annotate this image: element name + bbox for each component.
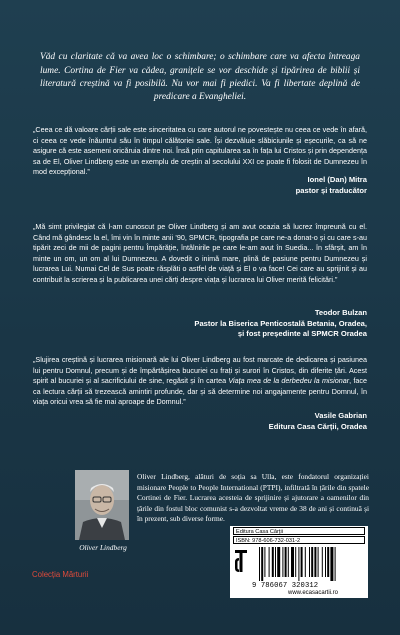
testimonial-author: Vasile Gabrian: [314, 411, 367, 420]
author-bio: Oliver Lindberg, alături de soția sa Ulla, este fondatorul organizației misionare People to People International (PTPI), infiltrată în țările din spatele Cortinei de Fier. Lucrarea acesteia de sprijinire și ajutorare a oamenilor din țările din fostul bloc comunist s-a dezvoltat vreme de 38 de ani și continuă și în prezent, sub diverse forme.: [137, 472, 369, 524]
testimonial-author: Teodor Bulzan: [314, 308, 367, 317]
testimonial-role: și fost președinte al SPMCR Oradea: [237, 329, 367, 338]
isbn-barcode-box: [230, 526, 368, 598]
testimonial-role: Pastor la Biserica Penticostală Betania, Oradea,: [194, 318, 367, 328]
author-photo-caption: Oliver Lindberg: [79, 543, 127, 552]
barcode-icon: [258, 547, 362, 581]
author-photo: [75, 470, 129, 540]
book-title-italic: Viața mea de la derbedeu la misionar: [228, 376, 350, 385]
testimonial-signature: [269, 411, 367, 432]
testimonial-text-part: , face ca lectura cărții să trezească amintiri profunde, dar și să determine noi angajamente pentru Domnul, în viața oricui vrea să fie mai aproape de Domnul.”: [33, 376, 367, 406]
isbn-label: ISBN: 978-606-732-031-2: [233, 536, 365, 544]
barcode-digits: 9 786067 320312: [252, 582, 319, 590]
publisher-logo-icon: [234, 548, 248, 574]
testimonial-text: „Ceea ce dă valoare cărții sale este sinceritatea cu care autorul ne povestește nu ceea ce vede în afară, ci ceea ce vede înăuntrul său în timpul călătoriei sale. Își dezvăluie slăbiciunile și eșecurile, ca să ne asigure că este asemeni oricăruia dintre noi. Însă prin capitularea sa în fața lui Cristos și prin dependența sa de El, Oliver Lindberg este un exemplu de creștin al secolului XXI ce poate fi folosit de Dumnezeu în mod excepțional.”: [33, 125, 368, 176]
publisher-label: Editura Casa Cărții: [233, 527, 365, 535]
testimonial-text-part: „Slujirea creștină și lucrarea misionară ale lui Oliver Lindberg au fost marcate de dedicarea și pasiunea lui pentru Domnul, precum și de împărtășirea bucuriei cu frați și surori în Cristos, din diferite țări. Acest spirit al bucuriei și al sacrificiului de sine, regăsit și în cartea: [33, 355, 367, 385]
publisher-website: www.ecasacartii.ro: [287, 590, 338, 596]
testimonial-signature: [296, 175, 367, 196]
collection-label: Colecția Mărturii: [32, 570, 89, 579]
testimonial-author: Ionel (Dan) Mitra: [307, 175, 367, 184]
testimonial-text: „Mă simt privilegiat că l-am cunoscut pe Oliver Lindberg și am avut ocazia să lucrez împreună cu el. Când mă gândesc la el, îmi vin în minte anii ’90, SPMCR, tipografia pe care ne-a donat-o și cu care s-au tipărit zeci de mii de pagini pentru Împărăție, întâlnirile pe care le-am avut în Suedia... în sfârșit, am în minte un om, un om al lui Dumnezeu. A dovedit o inimă mare, plină de pasiune pentru Dumnezeu și lucrarea Lui. Numai Cel de Sus poate răsplăti o astfel de viață și El o va face! Cei care au sprijinit și au contribuit la scrierea și la publicarea unei cărți despre viața și lucrarea lui Oliver merită felicitări.”: [33, 222, 367, 284]
testimonial-text: [33, 355, 367, 408]
testimonial-signature: [194, 308, 367, 340]
testimonial-role: pastor și traducător: [295, 185, 367, 195]
intro-quote: Văd cu claritate că va avea loc o schimbare; o schimbare care va afecta întreaga lume. Cortina de Fier va cădea, granițele se vor deschide și tipărirea de biblii și literatură creștină va fi posibilă. Nu vor mai fi piedici. Va fi libertate deplină de predicare a Evangheliei.: [40, 52, 360, 102]
testimonial-role: Editura Casa Cărții, Oradea: [268, 421, 367, 431]
